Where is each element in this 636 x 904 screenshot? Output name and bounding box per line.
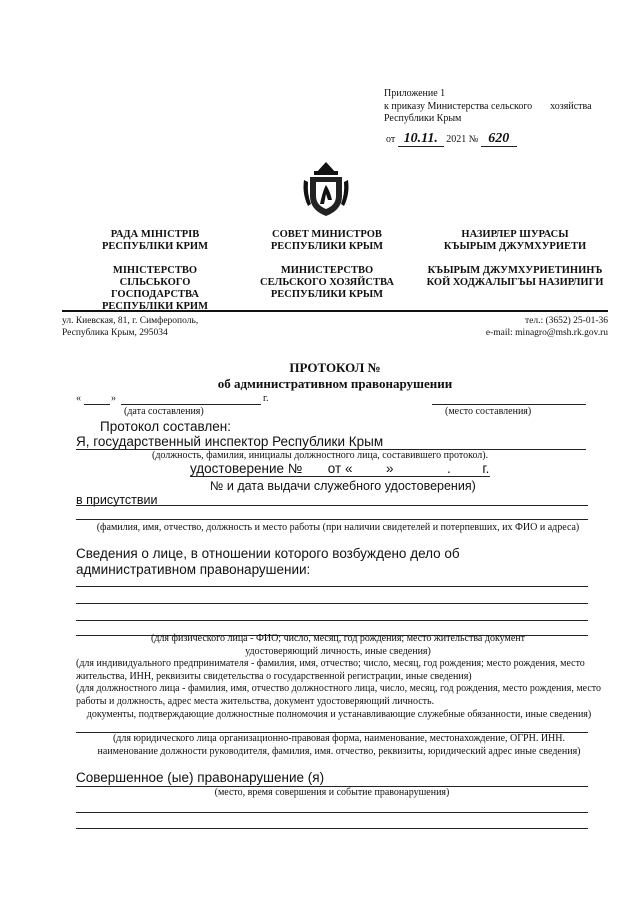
appendix-line-1: Приложение 1 [384,88,446,99]
inspector-caption: (должность, фамилия, инициалы должностного лица, составившего протокол). [152,450,489,461]
presence-field-1[interactable] [76,505,588,506]
person-field-1[interactable] [76,586,588,587]
date-close: » [111,393,116,404]
order-date: 10.11. [398,133,444,147]
certificate-line: удостоверение № от « » . г. [190,461,490,476]
inspector-text: Я, государственный инспектор Республики Крым [76,434,384,449]
person-caption-legal: (для юридического лица организационно-правовая форма, наименование, местонахождение, ОГРН. ИНН. наименование должности руководителя, фамилия, имя. отчество, реквизиты, юридический адрес иные сведения) [97,733,581,757]
certificate-field[interactable] [190,476,490,477]
person-field-2[interactable] [76,603,588,604]
ministry-ru: МИНИСТЕРСТВО СЕЛЬСКОГО ХОЗЯЙСТВА РЕСПУБЛИКИ КРЫМ [260,265,394,300]
contact-block: тел.: (3652) 25-01-36 e-mail: minagro@msh.rk.gov.ru [485,316,608,338]
coat-of-arms-icon [301,160,351,218]
place-field[interactable] [432,404,586,405]
offense-label: Совершенное (ые) правонарушение (я) [76,770,325,785]
header-crh: НАЗИРЛЕР ШУРАСЫ КЪЫРЫМ ДЖУМХУРИЕТИ [443,229,587,252]
header-ru: СОВЕТ МИНИСТРОВ РЕСПУБЛИКИ КРЫМ [270,229,384,252]
presence-label: в присутствии [76,493,158,507]
address-block: ул. Киевская, 81, г. Симферополь, Республика Крым, 295034 [62,316,199,338]
protocol-title: ПРОТОКОЛ № об административном правонарушении [217,360,453,391]
order-number: 620 [481,133,517,147]
appendix-line-2: к приказу Министерства сельского хозяйства [384,100,592,112]
certificate-caption: № и дата выдачи служебного удостоверения) [210,479,476,493]
date-month-field[interactable] [121,404,261,405]
person-field-3[interactable] [76,620,588,621]
presence-caption: (фамилия, имя, отчество, должность и место работы (при наличии свидетелей и потерпевших, их ФИО и адреса) [96,522,580,533]
date-day-field[interactable] [84,404,110,405]
person-caption-physical: (для физического лица - ФИО; число, месяц, год рождения; место жительства документ удостоверяющий личность, иные сведения) [150,633,526,657]
header-ua: РАДА МІНІСТРІВ РЕСПУБЛІКИ КРИМ [102,229,208,252]
date-city: г. [263,393,269,404]
ministry-ua: МІНІСТЕРСТВО СІЛЬСЬКОГО ГОСПОДАРСТВА РЕСПУБЛІКИ КРИМ [102,265,208,312]
offense-field-2[interactable] [76,812,588,813]
appendix-line-3: Республики Крым [384,113,462,124]
presence-field-2[interactable] [76,519,588,520]
composed-label: Протокол составлен: [100,419,232,434]
offense-caption: (место, время совершения и событие правонарушения) [214,787,450,798]
date-open: « [76,393,81,404]
offense-field-3[interactable] [76,828,588,829]
place-caption: (место составления) [445,406,532,417]
ministry-crh: КЪЫРЫМ ДЖУМХУРИЕТИНИНЪ КОЙ ХОДЖАЛЫГЪЫ НАЗИРЛИГИ [426,265,604,288]
person-caption-documents: документы, подтверждающие должностные полномочия и устанавливающие служебные обязанности, иные сведения) [86,709,592,720]
header-divider [62,310,608,312]
person-caption-official: (для должностного лица - фамилия, имя, отчество должностного лица, число, месяц, год рождения, место рождения, место работы и должность, адрес места жительства, документ удостоверяющий личность. [76,683,602,707]
person-caption-entrepreneur: (для индивидуального предпринимателя - фамилия, имя, отчество; число, месяц, год рождения; место рождения, место жительства, ИНН, реквизиты свидетельства о государственной регистрации, иные сведения) [76,658,585,682]
appendix-block [384,88,604,126]
appendix-order-line: от 10.11. 2021 № 620 [386,133,606,147]
person-heading: Сведения о лице, в отношении которого возбуждено дело об административном правонарушении: [76,546,460,577]
date-caption: (дата составления) [124,406,204,417]
